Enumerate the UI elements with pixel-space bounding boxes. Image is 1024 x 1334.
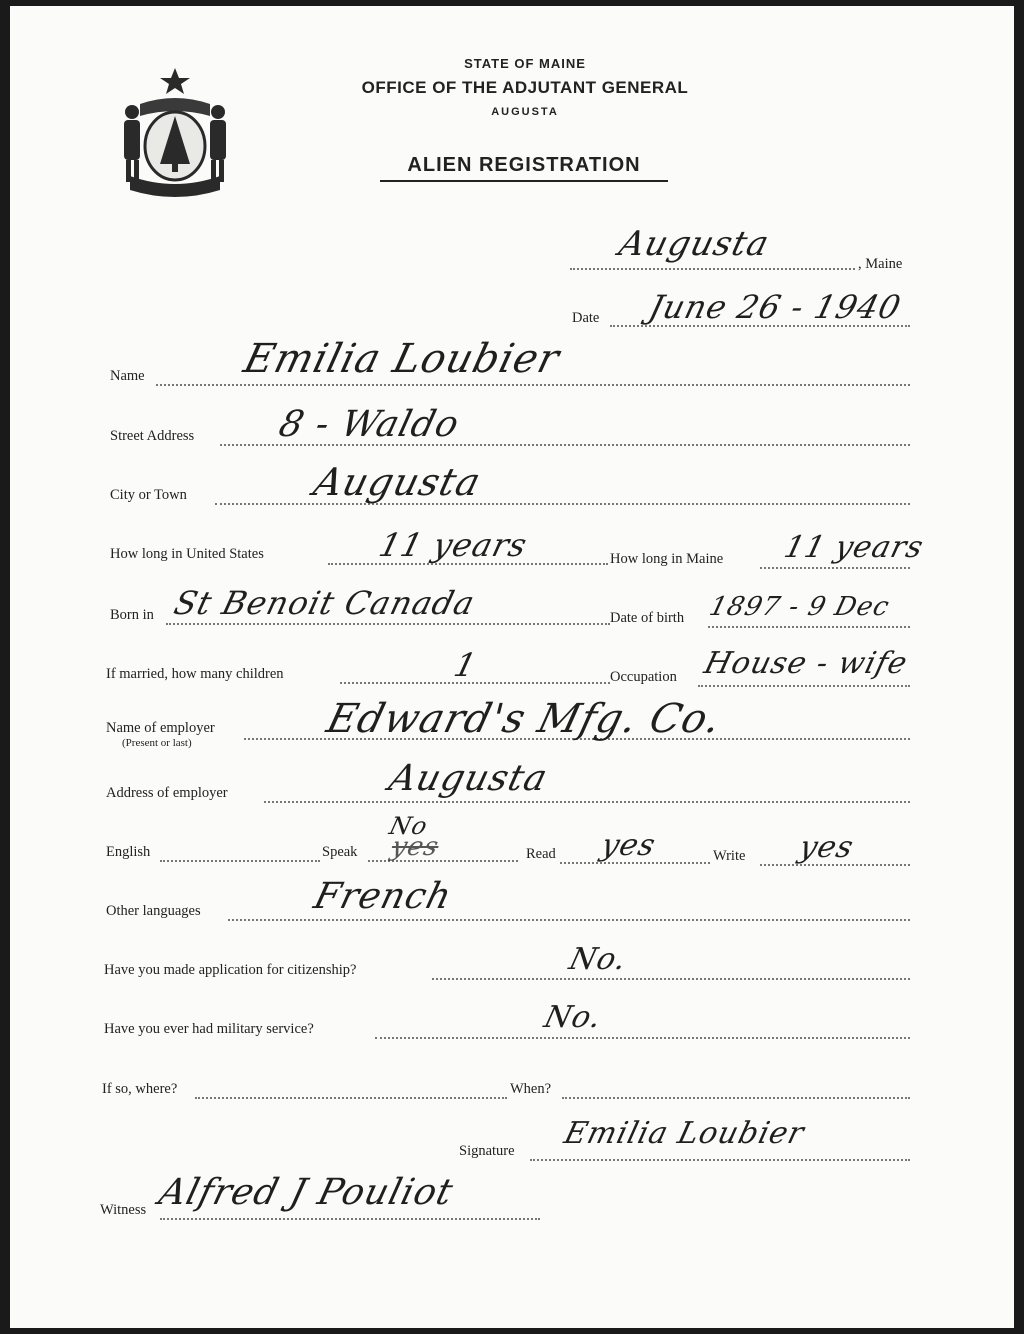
occupation-value: House - wife xyxy=(700,646,912,681)
registration-form xyxy=(10,6,1014,1328)
speak-value: No xyxy=(386,812,431,840)
employer-address-label: Address of employer xyxy=(106,785,228,801)
write-value: yes xyxy=(795,830,858,865)
how-long-maine-line xyxy=(760,567,910,569)
date-value: June 26 - 1940 xyxy=(645,288,906,326)
when-line xyxy=(562,1097,910,1099)
other-languages-label: Other languages xyxy=(106,903,201,919)
city-town-label: City or Town xyxy=(110,487,187,503)
how-long-us-label: How long in United States xyxy=(110,546,264,562)
children-line xyxy=(340,682,610,684)
other-languages-line xyxy=(228,919,910,921)
name-value: Emilia Loubier xyxy=(239,336,565,382)
witness-line xyxy=(160,1218,540,1220)
signature-value: Emilia Loubier xyxy=(560,1116,809,1151)
maine-state-seal-icon xyxy=(110,64,240,199)
employer-sub-label: (Present or last) xyxy=(122,737,192,749)
military-value: No. xyxy=(540,1000,606,1035)
date-of-birth-value: 1897 - 9 Dec xyxy=(706,592,893,622)
children-label: If married, how many children xyxy=(106,666,284,682)
signature-label: Signature xyxy=(459,1143,515,1159)
citizenship-value: No. xyxy=(565,942,631,977)
citizenship-label: Have you made application for citizenship? xyxy=(104,962,357,978)
military-line xyxy=(375,1037,910,1039)
english-label: English xyxy=(106,844,151,860)
date-of-birth-label: Date of birth xyxy=(610,610,685,626)
place-line xyxy=(570,268,855,270)
read-value: yes xyxy=(597,828,660,863)
citizenship-line xyxy=(432,978,910,980)
city-heading: AUGUSTA xyxy=(491,106,559,118)
if-so-where-label: If so, where? xyxy=(102,1081,178,1097)
other-languages-value: French xyxy=(309,876,457,917)
how-long-us-value: 11 years xyxy=(375,526,532,564)
military-label: Have you ever had military service? xyxy=(104,1021,314,1037)
employer-label: Name of employer xyxy=(106,720,215,736)
name-label: Name xyxy=(110,368,145,384)
how-long-maine-value: 11 years xyxy=(780,530,928,565)
city-town-value: Augusta xyxy=(309,460,486,504)
street-value: 8 - Waldo xyxy=(274,404,464,445)
occupation-label: Occupation xyxy=(610,669,677,685)
name-line xyxy=(156,384,910,386)
speak-label: Speak xyxy=(322,844,358,860)
date-of-birth-line xyxy=(708,626,910,628)
children-value: 1 xyxy=(450,646,482,684)
witness-label: Witness xyxy=(100,1202,147,1218)
how-long-maine-label: How long in Maine xyxy=(610,551,724,567)
english-line xyxy=(160,860,320,862)
street-label: Street Address xyxy=(110,428,195,444)
office-heading: OFFICE OF THE ADJUTANT GENERAL xyxy=(361,78,689,97)
when-label: When? xyxy=(510,1081,552,1097)
state-heading: STATE OF MAINE xyxy=(464,56,586,71)
place-value: Augusta xyxy=(615,224,774,264)
witness-value: Alfred J Pouliot xyxy=(154,1172,458,1213)
employer-address-value: Augusta xyxy=(384,758,552,799)
employer-value: Edward's Mfg. Co. xyxy=(322,696,727,742)
maine-label: , Maine xyxy=(858,256,903,272)
write-label: Write xyxy=(713,848,746,864)
employer-address-line xyxy=(264,801,910,803)
born-in-line xyxy=(166,623,610,625)
born-in-value: St Benoit Canada xyxy=(170,584,480,622)
form-title: ALIEN REGISTRATION xyxy=(380,154,668,182)
if-so-where-line xyxy=(195,1097,507,1099)
date-label: Date xyxy=(572,310,600,326)
signature-line xyxy=(530,1159,910,1161)
read-label: Read xyxy=(526,846,556,862)
occupation-line xyxy=(698,685,910,687)
speak-struck-value: yes xyxy=(388,832,443,862)
born-in-label: Born in xyxy=(110,607,154,623)
